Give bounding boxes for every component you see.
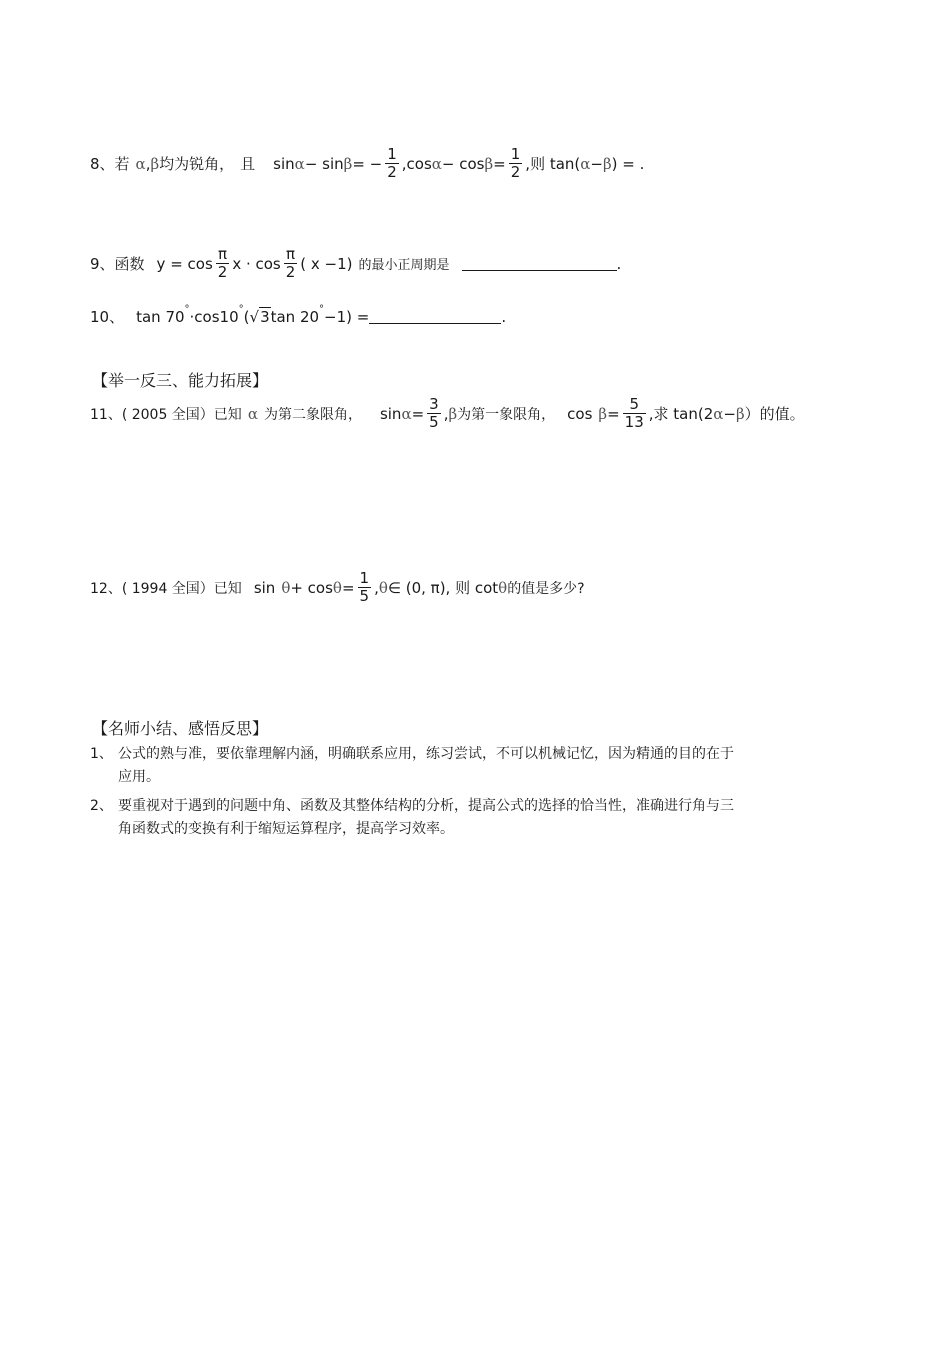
question-8: 8、若 α , β 均为锐角， 且 sin α − sin β = − $\frac{1}{2}$ ,cos α − cos β = $\frac{1}{2}$ ,则 tan( α − β ) = . xyxy=(90,145,645,182)
fraction-five-thirteenths: $\frac{5}{13}$ xyxy=(624,395,644,432)
question-10: 10、 tan 70 ° ·cos10 ° ( √ 3 tan 20 ° −1) = . xyxy=(90,304,507,326)
section-heading-summary: 【名师小结、感悟反思】 xyxy=(92,719,269,738)
summary-item-1: 1、 公式的熟与准，要依靠理解内涵，明确联系应用，练习尝试，不可以机械记忆，因为精通的目的在于 应用。 xyxy=(90,746,734,785)
q11-number: 11、( 2005 全国）已知 xyxy=(90,406,242,423)
fraction-one-half: $\frac{1}{2}$ xyxy=(387,145,397,182)
answer-blank[interactable] xyxy=(369,309,501,324)
fraction-pi-over-2: $\frac{\pi}{2}$ xyxy=(217,245,228,282)
alpha-symbol: α xyxy=(135,154,146,173)
fraction-three-fifths: $\frac{3}{5}$ xyxy=(429,395,439,432)
section-heading-extension: 【举一反三、能力拓展】 xyxy=(92,371,269,390)
q8-number: 8、若 xyxy=(90,155,130,174)
q12-number: 12、( 1994 全国）已知 xyxy=(90,580,242,597)
fraction-one-half: $\frac{1}{2}$ xyxy=(510,145,521,182)
summary-item-2: 2、 要重视对于遇到的问题中角、函数及其整体结构的分析，提高公式的选择的恰当性，准确进行角与三 角函数式的变换有利于缩短运算程序，提高学习效率。 xyxy=(90,798,734,837)
sqrt-sign: √ xyxy=(249,307,260,326)
question-9: 9、函数 y = cos $\frac{\pi}{2}$ x · cos $\frac{\pi}{2}$ ( x −1) 的最小正周期是 . xyxy=(90,245,622,282)
beta-symbol: β xyxy=(150,154,160,173)
answer-blank[interactable] xyxy=(462,256,617,271)
question-11: 11、( 2005 全国）已知 α 为第二象限角， sin α = $\frac{3}{5}$ , β 为第一象限角， cos β = $\frac{5}{13}$ ,求 tan(2 α − β ）的值。 xyxy=(90,395,805,432)
q9-number: 9、函数 xyxy=(90,255,145,274)
question-12: 12、( 1994 全国）已知 sin θ + cos θ = $\frac{1}{5}$ , θ ∈ (0, π), 则 cot θ 的值是多少? xyxy=(90,569,585,606)
q10-number: 10、 xyxy=(90,308,125,326)
fraction-pi-over-2: $\frac{\pi}{2}$ xyxy=(285,245,296,282)
fraction-one-fifth: $\frac{1}{5}$ xyxy=(359,569,370,606)
